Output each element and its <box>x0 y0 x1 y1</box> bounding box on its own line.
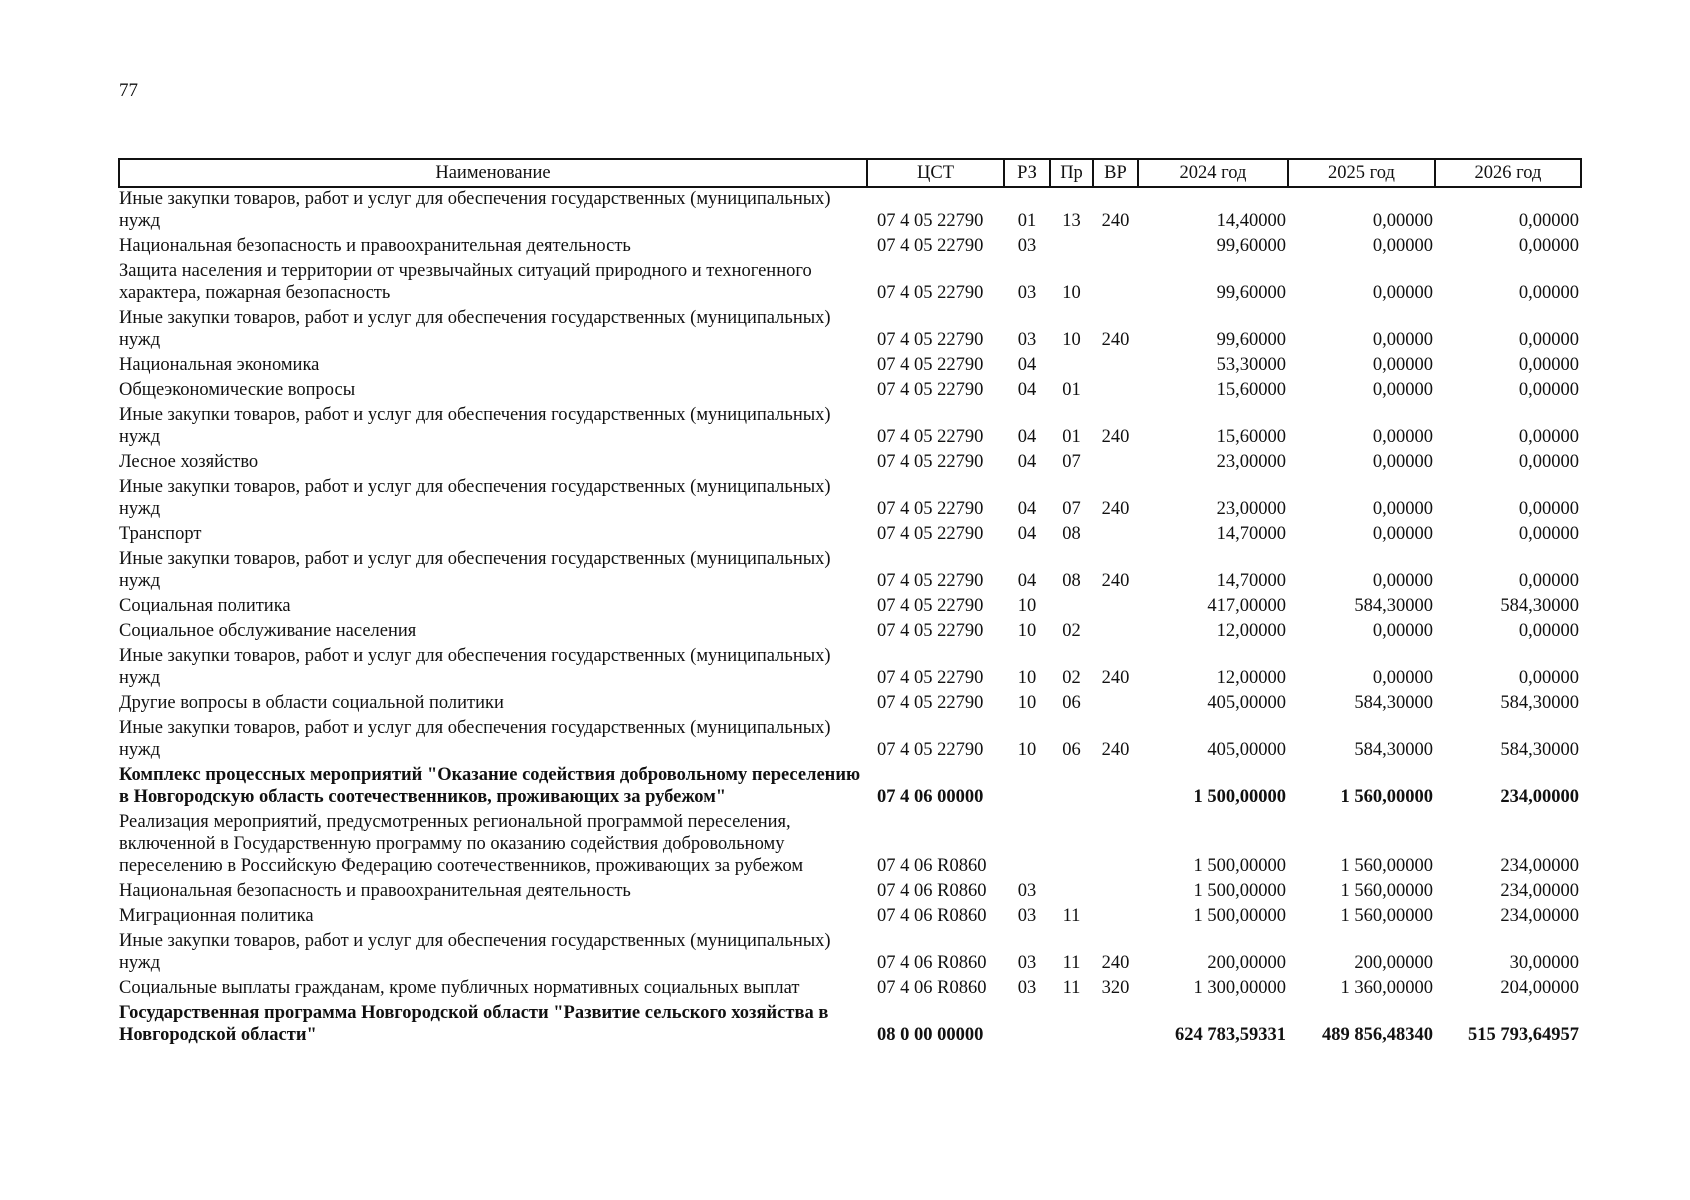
row-name-cell: Иные закупки товаров, работ и услуг для обеспечения государственных (муниципальных) нужд <box>119 189 831 231</box>
row-pr-cell <box>1050 764 1093 811</box>
table-row <box>119 260 1581 307</box>
row-cst-cell: 07 4 05 22790 <box>877 524 984 544</box>
row-2026-cell: 0,00000 <box>1518 355 1579 375</box>
row-2026-cell: 234,00000 <box>1500 856 1579 876</box>
table-row <box>119 905 1581 930</box>
row-vr-cell: 240 <box>1101 953 1130 973</box>
row-2024-cell: 12,00000 <box>1216 621 1286 641</box>
row-pr-cell <box>1050 595 1093 620</box>
row-name-cell: Иные закупки товаров, работ и услуг для обеспечения государственных (муниципальных) нужд <box>119 549 831 591</box>
table-row <box>119 764 1581 811</box>
row-2025-cell: 0,00000 <box>1372 499 1433 519</box>
row-cst-cell: 07 4 06 R0860 <box>877 978 987 998</box>
row-pr-cell: 11 <box>1062 953 1081 973</box>
table-row <box>119 811 1581 880</box>
row-vr-cell: 240 <box>1101 668 1130 688</box>
row-2026-cell: 0,00000 <box>1518 499 1579 519</box>
row-cst-cell: 07 4 05 22790 <box>877 596 984 616</box>
row-2025-cell: 489 856,48340 <box>1322 1025 1433 1045</box>
row-cst-cell: 07 4 05 22790 <box>877 571 984 591</box>
table-row <box>119 187 1581 235</box>
row-rz-cell: 04 <box>1017 571 1037 591</box>
row-cst-cell: 07 4 06 R0860 <box>877 881 987 901</box>
table-row <box>119 880 1581 905</box>
row-pr-cell: 13 <box>1062 211 1081 231</box>
row-2026-cell: 204,00000 <box>1500 978 1579 998</box>
header-rz: РЗ <box>1004 159 1050 187</box>
row-2024-cell: 405,00000 <box>1207 693 1286 713</box>
row-2025-cell: 0,00000 <box>1372 283 1433 303</box>
row-rz-cell: 03 <box>1017 906 1037 926</box>
row-rz-cell: 04 <box>1017 452 1037 472</box>
row-2024-cell: 14,70000 <box>1216 524 1286 544</box>
table-row <box>119 451 1581 476</box>
budget-table <box>118 158 1582 1049</box>
header-2026: 2026 год <box>1435 159 1581 187</box>
row-pr-cell: 02 <box>1062 668 1081 688</box>
row-rz-cell: 04 <box>1017 427 1037 447</box>
row-rz-cell: 04 <box>1017 499 1037 519</box>
row-2024-cell: 15,60000 <box>1216 380 1286 400</box>
row-pr-cell: 01 <box>1062 380 1081 400</box>
row-vr-cell: 240 <box>1101 740 1130 760</box>
row-cst-cell: 07 4 05 22790 <box>877 283 984 303</box>
row-pr-cell: 02 <box>1062 621 1081 641</box>
row-name-cell: Национальная безопасность и правоохранительная деятельность <box>119 881 631 901</box>
row-2026-cell: 30,00000 <box>1509 953 1579 973</box>
row-rz-cell: 04 <box>1017 380 1037 400</box>
row-rz-cell: 10 <box>1017 621 1037 641</box>
table-row <box>119 548 1581 595</box>
row-name-cell: Иные закупки товаров, работ и услуг для обеспечения государственных (муниципальных) нужд <box>119 308 831 350</box>
row-vr-cell <box>1093 692 1138 717</box>
row-rz-cell: 10 <box>1017 668 1037 688</box>
row-2024-cell: 12,00000 <box>1216 668 1286 688</box>
row-pr-cell <box>1050 235 1093 260</box>
row-vr-cell <box>1093 620 1138 645</box>
row-cst-cell: 07 4 06 R0860 <box>877 953 987 973</box>
row-2024-cell: 1 500,00000 <box>1193 906 1286 926</box>
row-cst-cell: 07 4 05 22790 <box>877 355 984 375</box>
row-name-cell: Национальная экономика <box>119 355 320 375</box>
table-body <box>119 187 1581 1049</box>
row-2026-cell: 0,00000 <box>1518 211 1579 231</box>
row-cst-cell: 07 4 05 22790 <box>877 236 984 256</box>
table-row <box>119 476 1581 523</box>
row-2026-cell: 234,00000 <box>1500 787 1579 807</box>
row-2026-cell: 0,00000 <box>1518 283 1579 303</box>
row-pr-cell: 08 <box>1062 524 1081 544</box>
row-2026-cell: 0,00000 <box>1518 668 1579 688</box>
row-2025-cell: 0,00000 <box>1372 571 1433 591</box>
row-2024-cell: 624 783,59331 <box>1175 1025 1286 1045</box>
row-vr-cell <box>1093 905 1138 930</box>
row-2024-cell: 99,60000 <box>1216 330 1286 350</box>
table-row <box>119 307 1581 354</box>
row-name-cell: Миграционная политика <box>119 906 314 926</box>
row-rz-cell: 03 <box>1017 330 1037 350</box>
table-row <box>119 354 1581 379</box>
row-rz-cell: 03 <box>1017 283 1037 303</box>
row-pr-cell: 07 <box>1062 452 1081 472</box>
row-pr-cell <box>1050 880 1093 905</box>
row-2025-cell: 1 560,00000 <box>1340 856 1433 876</box>
row-name-cell: Иные закупки товаров, работ и услуг для обеспечения государственных (муниципальных) нужд <box>119 931 831 973</box>
row-2025-cell: 584,30000 <box>1354 740 1433 760</box>
row-2024-cell: 14,70000 <box>1216 571 1286 591</box>
row-name-cell: Реализация мероприятий, предусмотренных региональной программой переселения, включенной в Государственную программу по оказанию содействия добровольному переселению в Российскую Федерацию соотечественников, проживающих за рубежом <box>119 812 804 876</box>
row-cst-cell: 07 4 05 22790 <box>877 499 984 519</box>
row-cst-cell: 07 4 05 22790 <box>877 211 984 231</box>
row-2026-cell: 234,00000 <box>1500 906 1579 926</box>
table-row <box>119 692 1581 717</box>
row-2024-cell: 417,00000 <box>1207 596 1286 616</box>
row-cst-cell: 07 4 05 22790 <box>877 621 984 641</box>
row-vr-cell <box>1093 354 1138 379</box>
row-2026-cell: 0,00000 <box>1518 330 1579 350</box>
row-pr-cell: 06 <box>1062 693 1081 713</box>
row-2026-cell: 0,00000 <box>1518 452 1579 472</box>
row-cst-cell: 07 4 05 22790 <box>877 330 984 350</box>
row-cst-cell: 07 4 06 R0860 <box>877 856 987 876</box>
row-cst-cell: 07 4 06 00000 <box>877 787 984 807</box>
header-pr: Пр <box>1050 159 1093 187</box>
row-rz-cell <box>1004 1002 1050 1049</box>
row-pr-cell: 10 <box>1062 330 1081 350</box>
row-vr-cell: 240 <box>1101 330 1130 350</box>
row-vr-cell <box>1093 451 1138 476</box>
row-2025-cell: 0,00000 <box>1372 452 1433 472</box>
row-vr-cell <box>1093 764 1138 811</box>
row-2025-cell: 0,00000 <box>1372 668 1433 688</box>
table-row <box>119 523 1581 548</box>
row-pr-cell: 01 <box>1062 427 1081 447</box>
table-row <box>119 977 1581 1002</box>
row-name-cell: Иные закупки товаров, работ и услуг для обеспечения государственных (муниципальных) нужд <box>119 477 831 519</box>
table-row <box>119 645 1581 692</box>
row-name-cell: Иные закупки товаров, работ и услуг для обеспечения государственных (муниципальных) нужд <box>119 405 831 447</box>
row-vr-cell: 240 <box>1101 427 1130 447</box>
table-row <box>119 620 1581 645</box>
row-2025-cell: 0,00000 <box>1372 211 1433 231</box>
row-rz-cell: 04 <box>1017 355 1037 375</box>
row-2025-cell: 1 360,00000 <box>1340 978 1433 998</box>
row-vr-cell <box>1093 235 1138 260</box>
row-name-cell: Другие вопросы в области социальной политики <box>119 693 504 713</box>
row-2026-cell: 0,00000 <box>1518 621 1579 641</box>
row-2026-cell: 0,00000 <box>1518 571 1579 591</box>
row-2025-cell: 0,00000 <box>1372 380 1433 400</box>
row-2026-cell: 584,30000 <box>1500 693 1579 713</box>
row-vr-cell <box>1093 379 1138 404</box>
header-name: Наименование <box>119 159 867 187</box>
row-cst-cell: 07 4 06 R0860 <box>877 906 987 926</box>
row-cst-cell: 07 4 05 22790 <box>877 380 984 400</box>
row-2024-cell: 14,40000 <box>1216 211 1286 231</box>
header-cst: ЦСТ <box>867 159 1004 187</box>
table-row <box>119 1002 1581 1049</box>
row-name-cell: Социальные выплаты гражданам, кроме публичных нормативных социальных выплат <box>119 978 800 998</box>
row-name-cell: Иные закупки товаров, работ и услуг для обеспечения государственных (муниципальных) нужд <box>119 646 831 688</box>
row-vr-cell <box>1093 1002 1138 1049</box>
row-rz-cell: 01 <box>1017 211 1037 231</box>
row-name-cell: Лесное хозяйство <box>119 452 259 472</box>
row-2024-cell: 1 500,00000 <box>1193 787 1286 807</box>
row-vr-cell <box>1093 880 1138 905</box>
row-pr-cell <box>1050 1002 1093 1049</box>
row-2024-cell: 15,60000 <box>1216 427 1286 447</box>
row-rz-cell: 03 <box>1017 881 1037 901</box>
row-cst-cell: 07 4 05 22790 <box>877 668 984 688</box>
row-name-cell: Транспорт <box>119 524 202 544</box>
table-row <box>119 404 1581 451</box>
header-2024: 2024 год <box>1138 159 1288 187</box>
row-pr-cell: 11 <box>1062 906 1081 926</box>
row-rz-cell <box>1004 764 1050 811</box>
row-2025-cell: 0,00000 <box>1372 621 1433 641</box>
row-2025-cell: 0,00000 <box>1372 524 1433 544</box>
row-cst-cell: 07 4 05 22790 <box>877 740 984 760</box>
row-vr-cell: 320 <box>1101 978 1130 998</box>
table-row <box>119 930 1581 977</box>
row-cst-cell: 07 4 05 22790 <box>877 427 984 447</box>
row-name-cell: Социальное обслуживание населения <box>119 621 417 641</box>
row-pr-cell <box>1050 354 1093 379</box>
row-2025-cell: 1 560,00000 <box>1340 881 1433 901</box>
row-vr-cell: 240 <box>1101 499 1130 519</box>
row-2026-cell: 0,00000 <box>1518 236 1579 256</box>
row-cst-cell: 08 0 00 00000 <box>877 1025 984 1045</box>
row-2025-cell: 0,00000 <box>1372 236 1433 256</box>
row-rz-cell: 10 <box>1017 596 1037 616</box>
row-2024-cell: 1 300,00000 <box>1193 978 1286 998</box>
row-2025-cell: 584,30000 <box>1354 596 1433 616</box>
table-row <box>119 717 1581 764</box>
row-name-cell: Национальная безопасность и правоохранительная деятельность <box>119 236 631 256</box>
row-2024-cell: 200,00000 <box>1207 953 1286 973</box>
row-pr-cell <box>1050 811 1093 880</box>
row-2024-cell: 23,00000 <box>1216 499 1286 519</box>
row-2024-cell: 99,60000 <box>1216 236 1286 256</box>
row-2025-cell: 584,30000 <box>1354 693 1433 713</box>
row-pr-cell: 10 <box>1062 283 1081 303</box>
row-rz-cell: 04 <box>1017 524 1037 544</box>
table-row <box>119 379 1581 404</box>
table-row <box>119 595 1581 620</box>
row-pr-cell: 11 <box>1062 978 1081 998</box>
row-2025-cell: 0,00000 <box>1372 355 1433 375</box>
row-cst-cell: 07 4 05 22790 <box>877 693 984 713</box>
row-name-cell: Общеэкономические вопросы <box>119 380 356 400</box>
header-vr: ВР <box>1093 159 1138 187</box>
page-number: 77 <box>119 80 138 101</box>
row-2026-cell: 0,00000 <box>1518 524 1579 544</box>
row-vr-cell <box>1093 260 1138 307</box>
row-2025-cell: 1 560,00000 <box>1340 906 1433 926</box>
row-2024-cell: 23,00000 <box>1216 452 1286 472</box>
row-2026-cell: 584,30000 <box>1500 596 1579 616</box>
row-2024-cell: 1 500,00000 <box>1193 881 1286 901</box>
table-header-row <box>119 159 1581 187</box>
row-2025-cell: 0,00000 <box>1372 330 1433 350</box>
row-pr-cell: 08 <box>1062 571 1081 591</box>
row-rz-cell: 10 <box>1017 693 1037 713</box>
row-2026-cell: 515 793,64957 <box>1468 1025 1579 1045</box>
row-2024-cell: 405,00000 <box>1207 740 1286 760</box>
row-vr-cell <box>1093 811 1138 880</box>
row-2026-cell: 234,00000 <box>1500 881 1579 901</box>
row-2024-cell: 53,30000 <box>1216 355 1286 375</box>
row-rz-cell: 10 <box>1017 740 1037 760</box>
row-2026-cell: 584,30000 <box>1500 740 1579 760</box>
row-name-cell: Социальная политика <box>119 596 291 616</box>
row-2026-cell: 0,00000 <box>1518 380 1579 400</box>
row-pr-cell: 07 <box>1062 499 1081 519</box>
table-row <box>119 235 1581 260</box>
row-rz-cell <box>1004 811 1050 880</box>
row-pr-cell: 06 <box>1062 740 1081 760</box>
row-name-cell: Государственная программа Новгородской области "Развитие сельского хозяйства в Новгородской области" <box>119 1003 829 1045</box>
row-2024-cell: 1 500,00000 <box>1193 856 1286 876</box>
row-2025-cell: 200,00000 <box>1354 953 1433 973</box>
header-2025: 2025 год <box>1288 159 1435 187</box>
row-name-cell: Защита населения и территории от чрезвычайных ситуаций природного и техногенного характера, пожарная безопасность <box>119 261 812 303</box>
row-2026-cell: 0,00000 <box>1518 427 1579 447</box>
row-name-cell: Иные закупки товаров, работ и услуг для обеспечения государственных (муниципальных) нужд <box>119 718 831 760</box>
row-vr-cell: 240 <box>1101 571 1130 591</box>
row-name-cell: Комплекс процессных мероприятий "Оказание содействия добровольному переселению в Новгородскую область соотечественников, проживающих за рубежом" <box>119 765 861 807</box>
row-cst-cell: 07 4 05 22790 <box>877 452 984 472</box>
row-2024-cell: 99,60000 <box>1216 283 1286 303</box>
row-vr-cell <box>1093 595 1138 620</box>
row-rz-cell: 03 <box>1017 978 1037 998</box>
row-rz-cell: 03 <box>1017 236 1037 256</box>
row-vr-cell <box>1093 523 1138 548</box>
row-2025-cell: 1 560,00000 <box>1340 787 1433 807</box>
row-rz-cell: 03 <box>1017 953 1037 973</box>
row-2025-cell: 0,00000 <box>1372 427 1433 447</box>
row-vr-cell: 240 <box>1101 211 1130 231</box>
